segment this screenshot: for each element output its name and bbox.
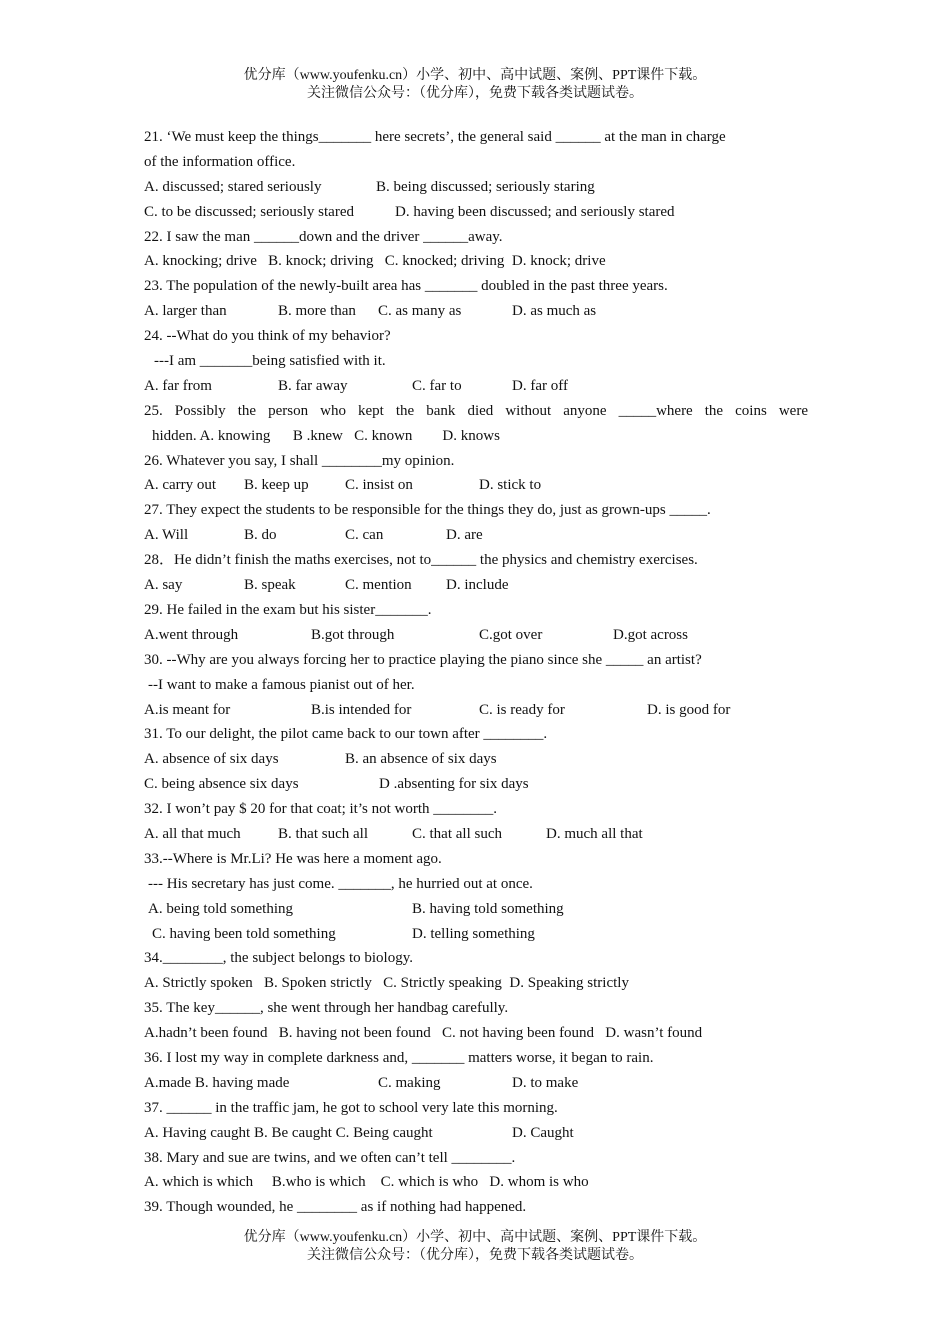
option-c: C. that all such: [412, 825, 502, 842]
option-b: B.got through: [311, 626, 395, 643]
option-a: A. far from: [144, 377, 212, 394]
question-24-stem-2: ---I am _______being satisfied with it.: [154, 353, 386, 370]
option-a: A. absence of six days: [144, 751, 279, 768]
option-d: D. having been discussed; and seriously stared: [395, 203, 675, 220]
option-d: D. Caught: [512, 1124, 574, 1141]
option-c: C. can: [345, 527, 384, 544]
option-d: D. as much as: [512, 303, 597, 320]
option-a: A. discussed; stared seriously: [144, 178, 322, 195]
option-a: A. larger than: [144, 303, 227, 320]
question-22-stem: 22. I saw the man ______down and the driver ______away.: [144, 228, 503, 245]
option-ab: A.made B. having made: [144, 1074, 290, 1091]
question-32-stem: 32. I won’t pay $ 20 for that coat; it’s not worth ________.: [144, 801, 498, 818]
question-26-stem: 26. Whatever you say, I shall ________my opinion.: [144, 452, 455, 469]
question-29-options: [144, 623, 808, 648]
option-d: D. telling something: [412, 925, 535, 942]
option-c: C. as many as: [378, 303, 462, 320]
option-a: A. say: [144, 577, 183, 594]
option-b: B. keep up: [244, 477, 309, 494]
question-34-options: A. Strictly spoken B. Spoken strictly C. Strictly speaking D. Speaking strictly: [144, 975, 629, 992]
question-26-options: [144, 473, 808, 498]
option-a: A.is meant for: [144, 701, 231, 718]
question-21-options-ab: [144, 175, 808, 200]
option-d: D .absenting for six days: [379, 776, 529, 793]
question-38-options: A. which is which B.who is which C. which is who D. whom is who: [144, 1174, 589, 1191]
option-abc: A. Having caught B. Be caught C. Being caught: [144, 1124, 433, 1141]
question-list: [144, 125, 808, 1220]
question-23-options: [144, 299, 808, 324]
question-35-options: A.hadn’t been found B. having not been found C. not having been found D. wasn’t found: [144, 1025, 703, 1042]
option-b: B. that such all: [278, 825, 368, 842]
question-39-stem: 39. Though wounded, he ________ as if nothing had happened.: [144, 1199, 527, 1216]
option-a: A. all that much: [144, 825, 241, 842]
header-line-2: 关注微信公众号：（优分库），免费下载各类试题试卷。: [307, 86, 643, 101]
option-c: C. having been told something: [152, 925, 336, 942]
question-32-options: [144, 822, 808, 847]
question-35-stem: 35. The key______, she went through her handbag carefully.: [144, 1000, 509, 1017]
option-c: C. being absence six days: [144, 776, 299, 793]
option-c: C. insist on: [345, 477, 413, 494]
option-c: C.got over: [479, 626, 543, 643]
option-d: D. stick to: [479, 477, 542, 494]
option-c: C. far to: [412, 377, 462, 394]
option-b: B. more than: [278, 303, 356, 320]
option-d: D. include: [446, 577, 509, 594]
option-c: C. mention: [345, 577, 412, 594]
question-24-options: [144, 374, 808, 399]
question-33-options-cd: [144, 922, 808, 947]
question-23-stem: 23. The population of the newly-built area has _______ doubled in the past three years.: [144, 278, 668, 295]
question-33-options-ab: [144, 897, 808, 922]
option-d: D. to make: [512, 1074, 579, 1091]
question-31-options-cd: [144, 772, 808, 797]
question-25-stem-2: hidden. A. knowing B .knew C. known D. knows: [152, 427, 500, 444]
option-b: B.is intended for: [311, 701, 412, 718]
question-36-options: [144, 1071, 808, 1096]
question-22-options: A. knocking; drive B. knock; driving C. knocked; driving D. knock; drive: [144, 253, 606, 270]
option-c: C. to be discussed; seriously stared: [144, 203, 354, 220]
question-27-options: [144, 523, 808, 548]
question-28-options: [144, 573, 808, 598]
header-line-1: 优分库（www.youfenku.cn）小学、初中、高中试题、案例、PPT课件下载。: [243, 68, 707, 83]
question-25-stem-1: 25. Possibly the person who kept the bank died without anyone _____where the coins were: [144, 402, 808, 419]
question-30-options: [144, 698, 808, 723]
option-b: B. having told something: [412, 900, 564, 917]
question-37-options: [144, 1121, 808, 1146]
question-31-options-ab: [144, 747, 808, 772]
question-21-stem-2: of the information office.: [144, 153, 296, 170]
option-b: B. do: [244, 527, 277, 544]
option-d: D.got across: [613, 626, 688, 643]
question-33-stem-1: 33.--Where is Mr.Li? He was here a moment ago.: [144, 850, 442, 867]
option-a: A. being told something: [148, 900, 293, 917]
option-b: B. far away: [278, 377, 348, 394]
question-28-stem: 28．He didn’t finish the maths exercises, not to______ the physics and chemistry exercises.: [144, 552, 698, 569]
question-21-stem-1: 21. ‘We must keep the things_______ here secrets’, the general said ______ at the man in charge: [144, 129, 726, 145]
page-header: [0, 67, 950, 103]
option-a: A. Will: [144, 527, 189, 544]
question-27-stem: 27. They expect the students to be responsible for the things they do, just as grown-ups _____.: [144, 502, 711, 519]
option-d: D. are: [446, 527, 483, 544]
option-a: A.went through: [144, 626, 239, 643]
option-d: D. is good for: [647, 701, 731, 718]
option-b: B. speak: [244, 577, 296, 594]
footer-line-1: 优分库（www.youfenku.cn）小学、初中、高中试题、案例、PPT课件下载。: [243, 1230, 707, 1245]
footer-line-2: 关注微信公众号：（优分库），免费下载各类试题试卷。: [307, 1248, 643, 1263]
question-34-stem: 34.________, the subject belongs to biology.: [144, 950, 414, 967]
question-29-stem: 29. He failed in the exam but his sister_______.: [144, 601, 432, 618]
option-c: C. making: [378, 1074, 441, 1091]
question-37-stem: 37. ______ in the traffic jam, he got to school very late this morning.: [144, 1099, 558, 1116]
question-31-stem: 31. To our delight, the pilot came back to our town after ________.: [144, 726, 548, 743]
question-36-stem: 36. I lost my way in complete darkness and, _______ matters worse, it began to rain.: [144, 1049, 654, 1066]
page-footer: [0, 1229, 950, 1265]
question-24-stem-1: 24. --What do you think of my behavior?: [144, 328, 391, 345]
option-a: A. carry out: [144, 477, 217, 494]
question-33-stem-2: --- His secretary has just come. _______, he hurried out at once.: [148, 875, 533, 892]
option-b: B. being discussed; seriously staring: [376, 178, 595, 195]
option-b: B. an absence of six days: [345, 751, 497, 768]
option-d: D. much all that: [546, 825, 643, 842]
option-c: C. is ready for: [479, 701, 565, 718]
question-38-stem: 38. Mary and sue are twins, and we often can’t tell ________.: [144, 1149, 516, 1166]
question-30-stem-2: --I want to make a famous pianist out of her.: [148, 676, 415, 693]
question-30-stem-1: 30. --Why are you always forcing her to practice playing the piano since she _____ an artist?: [144, 651, 702, 668]
question-21-options-cd: [144, 200, 808, 225]
option-d: D. far off: [512, 377, 568, 394]
